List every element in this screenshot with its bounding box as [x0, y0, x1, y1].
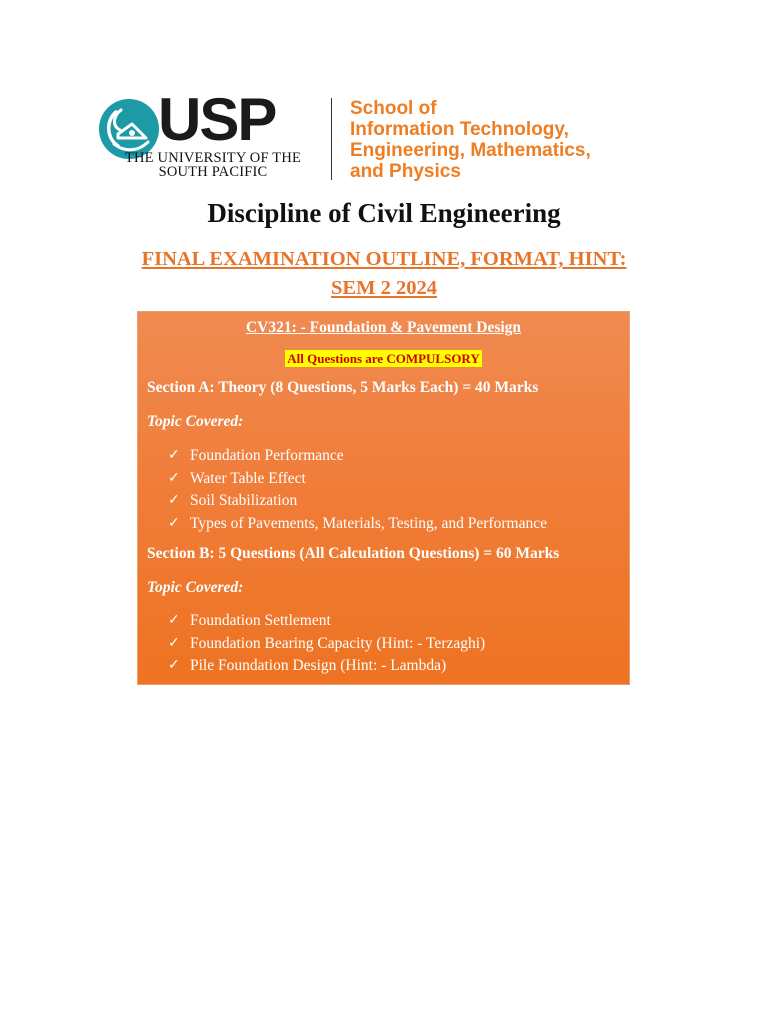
course-title: CV321: - Foundation & Pavement Design: [245, 319, 522, 336]
topic-text: Pile Foundation Design (Hint: - Lambda): [190, 657, 447, 674]
topic-text: Types of Pavements, Materials, Testing, and Performance: [190, 514, 547, 532]
check-icon: ✓: [168, 515, 180, 531]
header-logo-block: [98, 86, 678, 186]
exam-title-line1: FINAL EXAMINATION OUTLINE, FORMAT, HINT:: [141, 248, 627, 270]
compulsory-note: All Questions are COMPULSORY: [287, 351, 480, 366]
school-name-line: Engineering, Mathematics,: [350, 140, 591, 161]
exam-title-line2: SEM 2 2024: [331, 277, 437, 299]
check-icon: ✓: [168, 448, 180, 463]
exam-outline-box: [137, 311, 630, 685]
check-icon: ✓: [168, 493, 180, 508]
university-name-line1: THE UNIVERSITY OF THE: [124, 150, 302, 166]
discipline-title: Discipline of Civil Engineering: [207, 198, 561, 228]
list-item: [168, 513, 547, 536]
logo-divider: [331, 98, 332, 180]
list-item: [168, 445, 547, 468]
compulsory-note-wrap: [138, 350, 629, 368]
school-name: [350, 98, 591, 182]
school-name-line: School of: [350, 98, 437, 119]
topic-text: Soil Stabilization: [190, 492, 298, 509]
topic-text: Foundation Performance: [190, 447, 344, 464]
list-item: [168, 655, 485, 678]
topic-text: Water Table Effect: [190, 469, 306, 487]
check-icon: ✓: [168, 470, 180, 486]
list-item: [168, 633, 485, 656]
section-b-heading: Section B: 5 Questions (All Calculation Questions) = 60 Marks: [147, 545, 560, 562]
topic-text: Foundation Settlement: [190, 612, 331, 629]
topic-text: Foundation Bearing Capacity (Hint: - Terzaghi): [190, 634, 486, 652]
section-a-topic-list: [168, 445, 547, 535]
university-name-line2: SOUTH PACIFIC: [158, 164, 268, 180]
exam-title: [0, 245, 768, 303]
school-name-line: Information Technology,: [350, 119, 569, 140]
section-a-heading: Section A: Theory (8 Questions, 5 Marks Each) = 40 Marks: [147, 379, 539, 396]
list-item: [168, 490, 547, 513]
section-b-topic-label: Topic Covered:: [147, 579, 244, 596]
school-name-line: and Physics: [350, 161, 461, 182]
check-icon: ✓: [168, 635, 180, 651]
section-b-topic-list: [168, 610, 485, 678]
list-item: [168, 468, 547, 491]
section-a-topic-label: Topic Covered:: [147, 413, 244, 430]
university-name: [102, 151, 324, 179]
list-item: [168, 610, 485, 633]
check-icon: ✓: [168, 613, 180, 628]
usp-wordmark: USP: [158, 86, 276, 153]
check-icon: ✓: [168, 658, 180, 673]
